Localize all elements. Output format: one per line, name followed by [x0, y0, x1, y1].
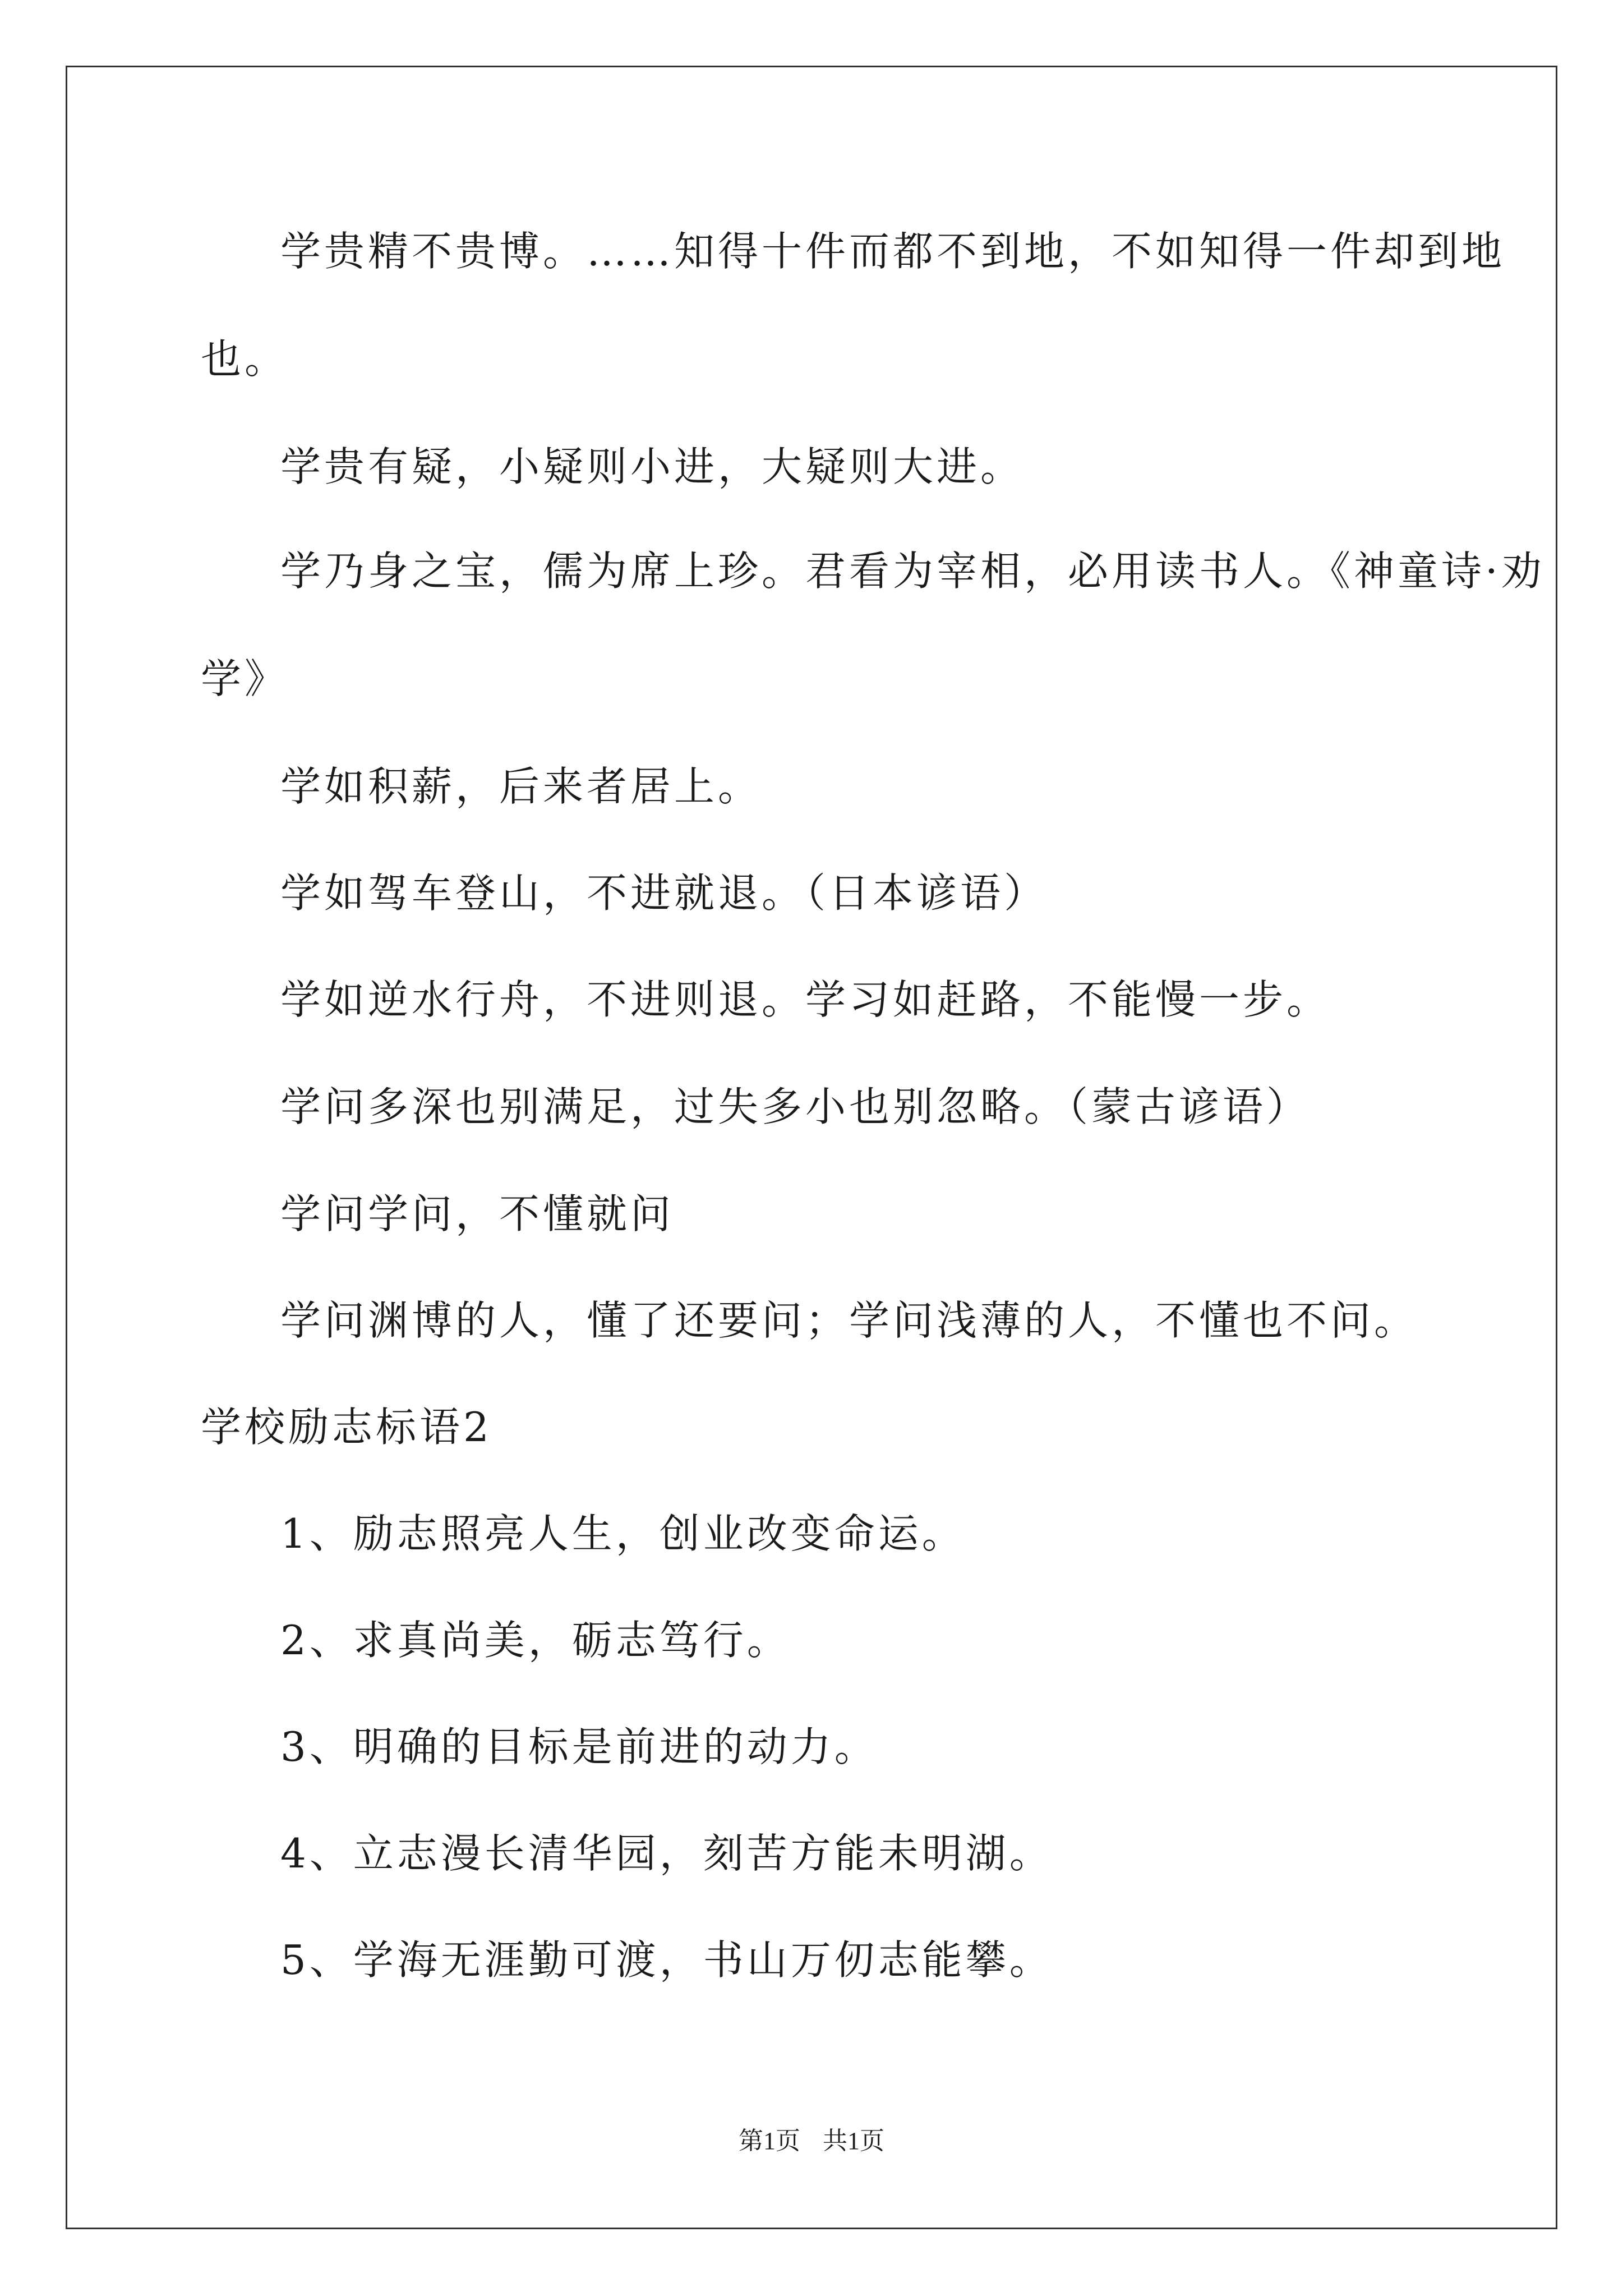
list-item-3: 3、明确的目标是前进的动力。	[280, 1723, 878, 1770]
page-footer	[0, 2129, 1623, 2154]
paragraph-6: 学如逆水行舟，不进则退。学习如赶路，不能慢一步。	[280, 976, 1331, 1023]
section-heading: 学校励志标语2	[201, 1404, 492, 1451]
page-total: 共1页	[823, 2127, 884, 2155]
page-border	[66, 66, 1557, 2229]
paragraph-1-continuation: 也。	[201, 335, 289, 383]
list-item-4: 4、立志漫长清华园，刻苦方能未明湖。	[280, 1830, 1053, 1877]
paragraph-5: 学如驾车登山，不进就退。（日本谚语）	[280, 869, 1048, 917]
page-number: 第1页	[739, 2127, 800, 2155]
list-item-5: 5、学海无涯勤可渡，书山万仞志能攀。	[280, 1936, 1053, 1984]
paragraph-1: 学贵精不贵博。……知得十件而都不到地，不如知得一件却到地	[280, 228, 1506, 275]
list-item-1: 1、励志照亮人生，创业改变命运。	[280, 1510, 966, 1557]
paragraph-3: 学乃身之宝，儒为席上珍。君看为宰相，必用读书人。《神童诗·劝	[280, 547, 1545, 595]
paragraph-3-continuation: 学》	[201, 655, 289, 702]
paragraph-7: 学问多深也别满足，过失多小也别忽略。（蒙古谚语）	[280, 1083, 1311, 1130]
list-item-2: 2、求真尚美，砺志笃行。	[280, 1617, 791, 1664]
paragraph-9: 学问渊博的人，懂了还要问；学问浅薄的人，不懂也不问。	[280, 1297, 1418, 1344]
paragraph-4: 学如积薪，后来者居上。	[280, 763, 762, 810]
paragraph-8: 学问学问，不懂就问	[280, 1190, 675, 1237]
paragraph-2: 学贵有疑，小疑则小进，大疑则大进。	[280, 443, 1025, 490]
